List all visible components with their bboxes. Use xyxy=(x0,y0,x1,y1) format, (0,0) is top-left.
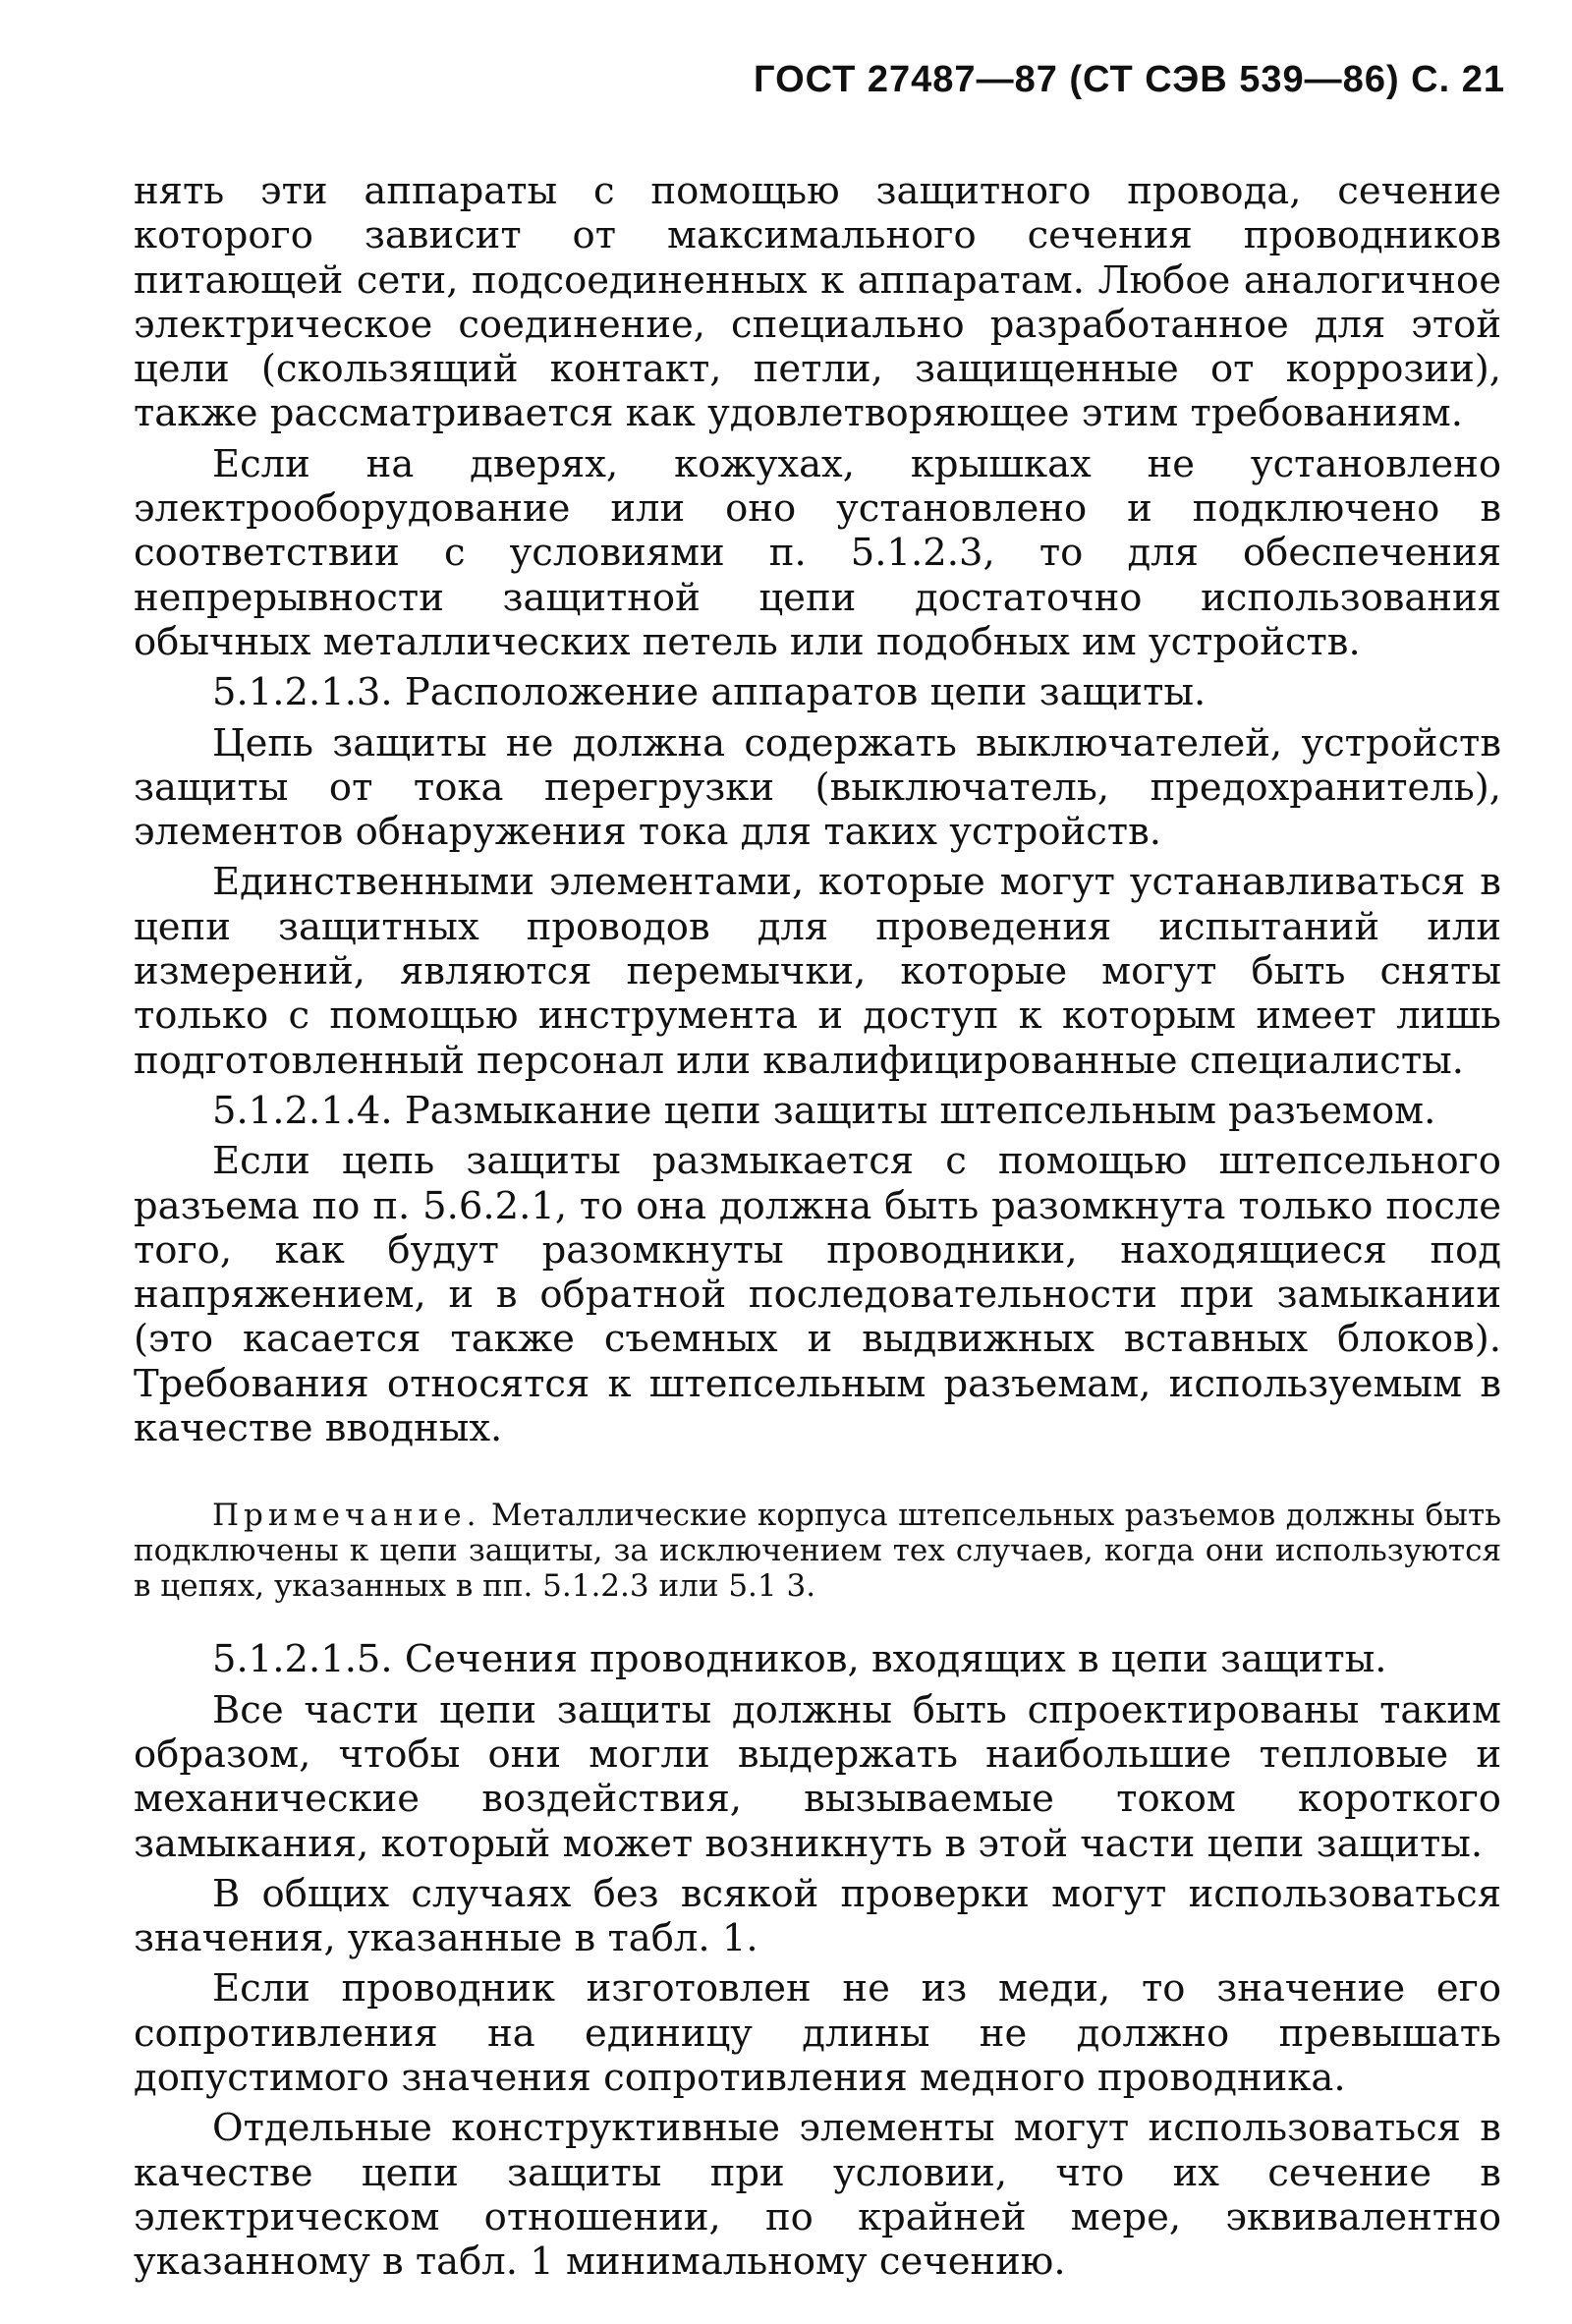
clause-5-1-2-1-3-heading: 5.1.2.1.3. Расположение аппаратов цепи защиты. xyxy=(212,670,1207,715)
paragraph-table-values: В общих случаях без всякой проверки могут использоваться значения, указанные в табл. 1. xyxy=(134,1871,1501,1961)
paragraph-structural-elements: Отдельные конструктивные элементы могут использоваться в качестве цепи защиты при условии, что их сечение в электрическом отношении, по крайней мере, эквивалентно указанному в табл. 1 минимальному сечению. xyxy=(134,2106,1501,2285)
clause-5-1-2-1-4-heading: 5.1.2.1.4. Размыкание цепи защиты штепсельным разъемом. xyxy=(212,1088,1436,1133)
note-label: Примечание. xyxy=(212,1498,481,1534)
paragraph-continuation: нять эти аппараты с помощью защитного провода, сечение которого зависит от максимального сечения проводников питающей сети, подсоединенных к аппаратам. Любое аналогичное электрическое соединение, специально разработанное для этой цели (скользящий контакт, петли, защищенные от коррозии), также рассматривается как удовлетворяющее этим требованиям. xyxy=(134,169,1501,436)
running-header: ГОСТ 27487—87 (СТ СЭВ 539—86) С. 21 xyxy=(754,59,1505,100)
paragraph-doors-covers: Если на дверях, кожухах, крышках не установлено электрооборудование или оно установлено и подключено в соответствии с условиями п. 5.1.2.3, то для обеспечения непрерывности защитной цепи достаточно использования обычных металлических петель или подобных им устройств. xyxy=(134,441,1501,664)
paragraph-non-copper: Если проводник изготовлен не из меди, то значение его сопротивления на единицу длины не должно превышать допустимого значения сопротивления медного проводника. xyxy=(134,1966,1501,2100)
note-text: Металлические корпуса штепсельных разъемов должны быть подключены к цепи защиты, за исключением тех случаев, когда они используются в цепях, указанных в пп. 5.1.2.3 или 5.1 3. xyxy=(134,1498,1501,1605)
paragraph-jumpers: Единственными элементами, которые могут устанавливаться в цепи защитных проводов для проведения испытаний или измерений, являются перемычки, которые могут быть сняты только с помощью инструмента и доступ к которым имеет лишь подготовленный персонал или квалифицированные специалисты. xyxy=(134,860,1501,1083)
clause-5-1-2-1-5-heading: 5.1.2.1.5. Сечения проводников, входящих в цепи защиты. xyxy=(212,1637,1387,1682)
page-body xyxy=(134,169,1501,2284)
paragraph-no-switches: Цепь защиты не должна содержать выключателей, устройств защиты от тока перегрузки (выключатель, предохранитель), элементов обнаружения тока для таких устройств. xyxy=(134,720,1501,855)
paragraph-plug-connector: Если цепь защиты размыкается с помощью штепсельного разъема по п. 5.6.2.1, то она должна быть разомкнута только после того, как будут разомкнуты проводники, находящиеся под напряжением, и в обратной последовательности при замыкании (это касается также съемных и выдвижных вставных блоков). Требования относятся к штепсельным разъемам, используемым в качестве вводных. xyxy=(134,1139,1501,1451)
note-block xyxy=(134,1498,1501,1604)
paragraph-thermal-mechanical: Все части цепи защиты должны быть спроектированы таким образом, чтобы они могли выдержать наибольшие тепловые и механические воздействия, вызываемые током короткого замыкания, который может возникнуть в этой части цепи защиты. xyxy=(134,1687,1501,1866)
